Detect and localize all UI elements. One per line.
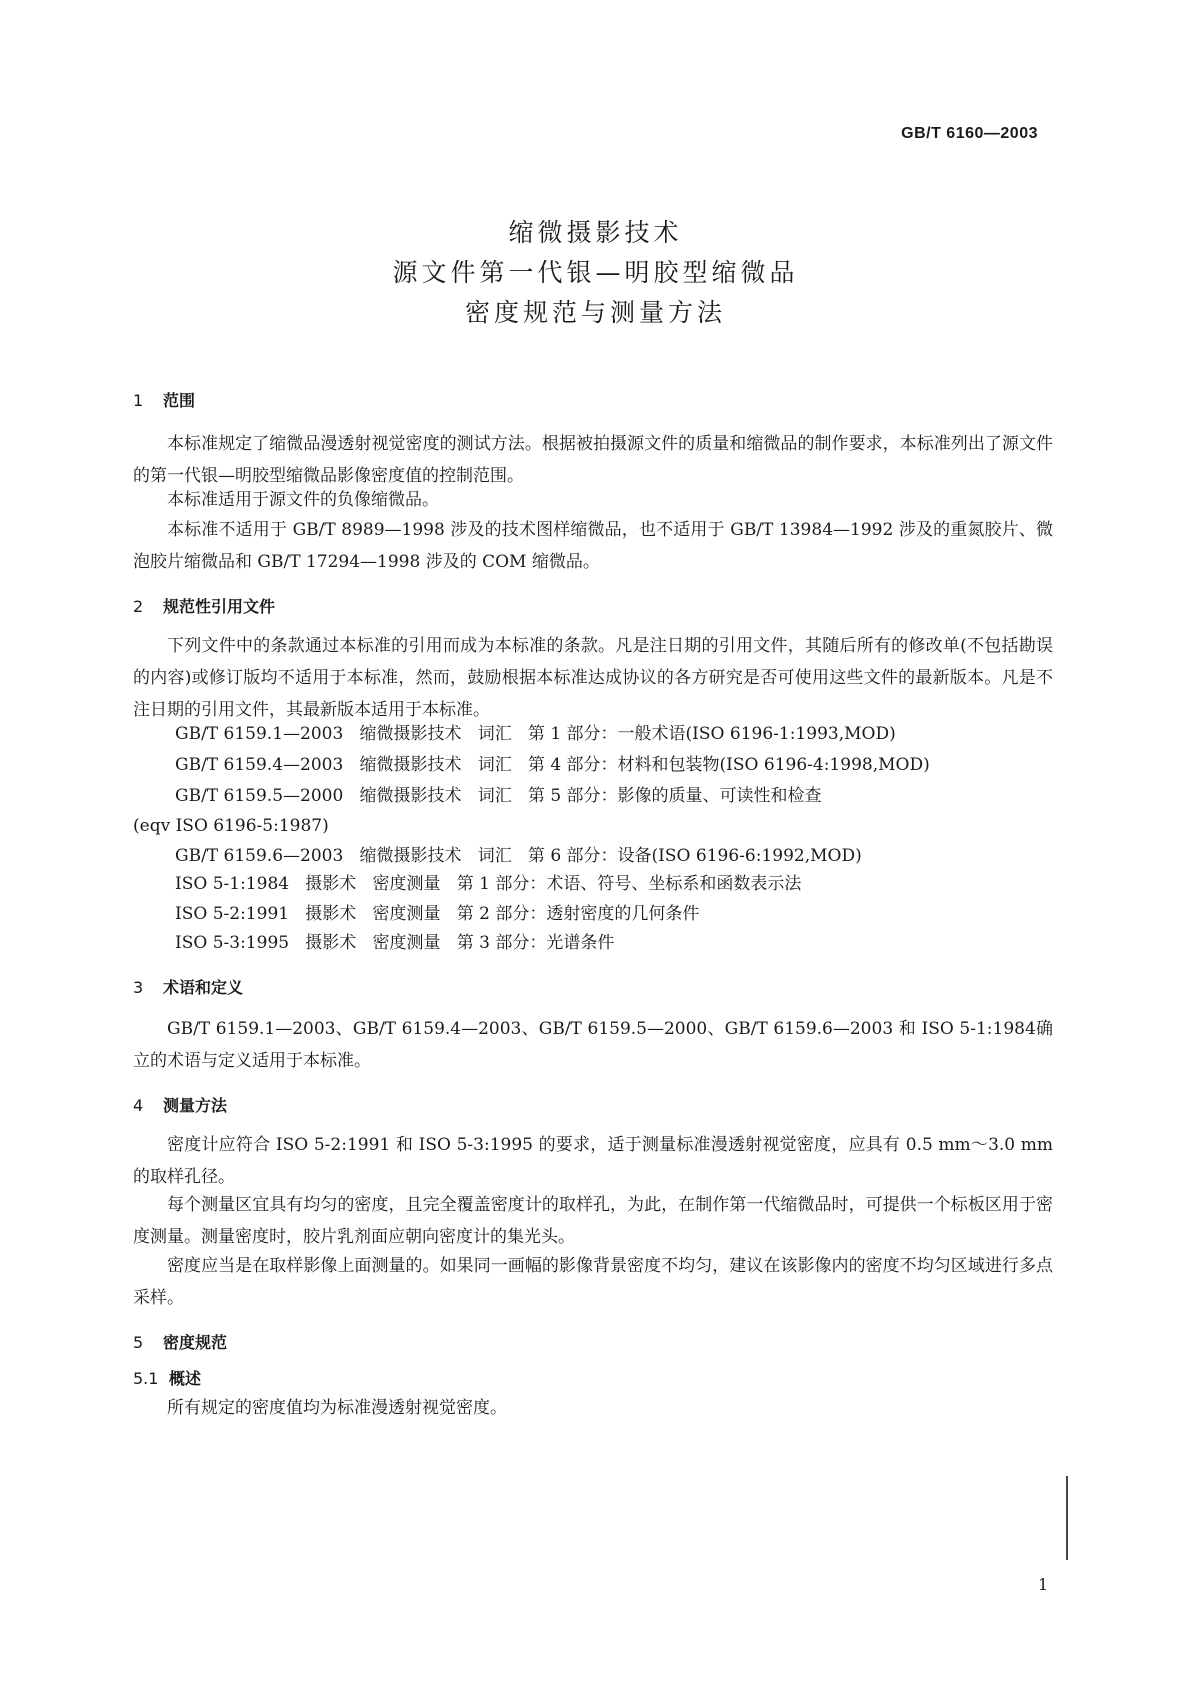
paragraph: 密度计应符合 ISO 5-2:1991 和 ISO 5-3:1995 的要求，适于测量标准漫透射视觉密度，应具有 0.5 mm～3.0 mm 的取样孔径。	[133, 1135, 1053, 1187]
section-number: 2	[133, 597, 144, 616]
section-5-1-heading	[133, 1366, 201, 1389]
paragraph: GB/T 6159.1—2003、GB/T 6159.4—2003、GB/T 6159.5—2000、GB/T 6159.6—2003 和 ISO 5-1:1984确立的术语与定义适用于本标准。	[133, 1019, 1053, 1071]
reference-item: GB/T 6159.5—2000 缩微摄影技术 词汇 第 5 部分：影像的质量、可读性和检查	[175, 786, 822, 806]
section-title: 概述	[169, 1369, 202, 1388]
page-number: 1	[1038, 1575, 1049, 1594]
paragraph: 下列文件中的条款通过本标准的引用而成为本标准的条款。凡是注日期的引用文件，其随后所有的修改单(不包括勘误的内容)或修订版均不适用于本标准，然而，鼓励根据本标准达成协议的各方研究是否可使用这些文件的最新版本。凡是不注日期的引用文件，其最新版本适用于本标准。	[133, 636, 1053, 720]
title-line-3: 密度规范与测量方法	[464, 298, 726, 327]
section-title: 规范性引用文件	[163, 597, 276, 616]
reference-item: ISO 5-2:1991 摄影术 密度测量 第 2 部分：透射密度的几何条件	[175, 904, 700, 924]
reference-item: ISO 5-1:1984 摄影术 密度测量 第 1 部分：术语、符号、坐标系和函数表示法	[175, 874, 802, 894]
section-number: 4	[133, 1096, 144, 1115]
reference-item: GB/T 6159.6—2003 缩微摄影技术 词汇 第 6 部分：设备(ISO 6196-6:1992,MOD)	[175, 846, 862, 866]
section-title: 术语和定义	[163, 978, 244, 997]
section-title: 测量方法	[163, 1096, 228, 1115]
section-5-heading	[133, 1330, 227, 1353]
paragraph: 本标准适用于源文件的负像缩微品。	[167, 490, 439, 510]
section-number: 3	[133, 978, 144, 997]
section-2-heading	[133, 594, 275, 617]
section-title: 范围	[163, 391, 196, 410]
reference-item: ISO 5-3:1995 摄影术 密度测量 第 3 部分：光谱条件	[175, 933, 615, 953]
reference-item: GB/T 6159.4—2003 缩微摄影技术 词汇 第 4 部分：材料和包装物(ISO 6196-4:1998,MOD)	[175, 755, 930, 775]
paragraph: 本标准规定了缩微品漫透射视觉密度的测试方法。根据被拍摄源文件的质量和缩微品的制作要求，本标准列出了源文件的第一代银—明胶型缩微品影像密度值的控制范围。	[133, 434, 1053, 486]
section-3-heading	[133, 975, 243, 998]
section-number: 5.1	[133, 1369, 159, 1388]
section-4-heading	[133, 1093, 227, 1116]
title-line-1: 缩微摄影技术	[508, 218, 683, 247]
section-number: 5	[133, 1333, 144, 1352]
paragraph: 所有规定的密度值均为标准漫透射视觉密度。	[167, 1398, 507, 1418]
reference-item: GB/T 6159.1—2003 缩微摄影技术 词汇 第 1 部分：一般术语(ISO 6196-1:1993,MOD)	[175, 724, 896, 744]
section-title: 密度规范	[163, 1333, 228, 1352]
paragraph: 每个测量区宜具有均匀的密度，且完全覆盖密度计的取样孔，为此，在制作第一代缩微品时，可提供一个标板区用于密度测量。测量密度时，胶片乳剂面应朝向密度计的集光头。	[133, 1195, 1053, 1247]
section-number: 1	[133, 391, 144, 410]
reference-item-continuation: (eqv ISO 6196-5:1987)	[133, 816, 329, 836]
standard-code: GB/T 6160—2003	[901, 125, 1038, 142]
title-line-2: 源文件第一代银—明胶型缩微品	[392, 258, 799, 287]
revision-bar	[1066, 1476, 1068, 1560]
section-1-heading	[133, 388, 195, 411]
paragraph: 密度应当是在取样影像上面测量的。如果同一画幅的影像背景密度不均匀，建议在该影像内的密度不均匀区域进行多点采样。	[133, 1256, 1053, 1308]
paragraph: 本标准不适用于 GB/T 8989—1998 涉及的技术图样缩微品，也不适用于 GB/T 13984—1992 涉及的重氮胶片、微泡胶片缩微品和 GB/T 17294—1998 涉及的 COM 缩微品。	[133, 520, 1053, 572]
